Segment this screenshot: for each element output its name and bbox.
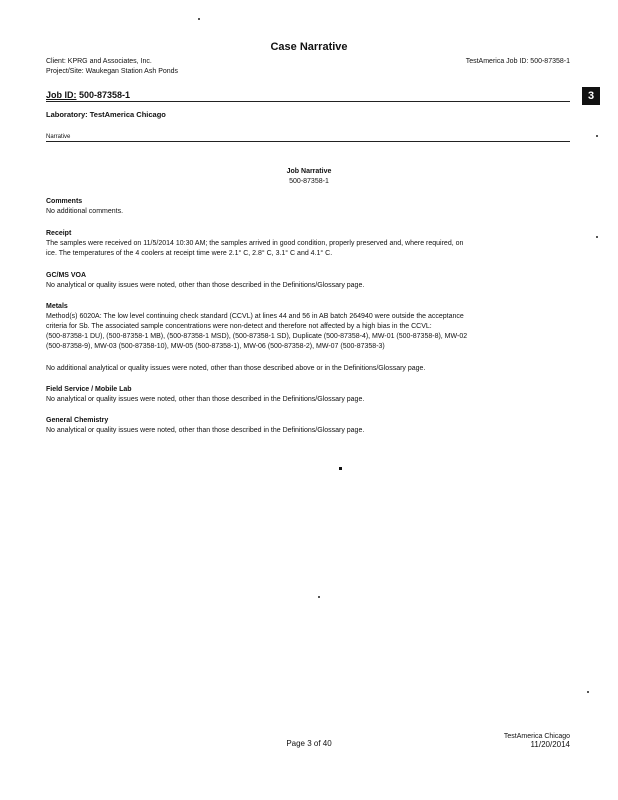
section-line: No analytical or quality issues were noted, other than those described in the Definitions/Glossary page. xyxy=(46,427,365,434)
section-line: Method(s) 6020A: The low level continuing check standard (CCVL) at lines 44 and 56 in AB batch 264940 were outside the acceptance xyxy=(46,313,464,320)
section-line: criteria for Sb. The associated sample concentrations were non-detect and therefore not affected by a high bias in the CCVL: xyxy=(46,323,432,330)
section-line: The samples were received on 11/5/2014 10:30 AM; the samples arrived in good condition, properly preserved and, where required, on xyxy=(46,240,464,247)
scan-speck xyxy=(596,236,598,238)
scan-speck xyxy=(596,135,598,137)
job-id-value: 500-87358-1 xyxy=(79,90,131,100)
narrative-rule xyxy=(46,141,570,142)
project-line: Project/Site: Waukegan Station Ash Ponds xyxy=(46,68,179,75)
section-line: No analytical or quality issues were noted, other than those described in the Definitions/Glossary page. xyxy=(46,396,365,403)
page-title: Case Narrative xyxy=(270,41,348,53)
section-line: No additional analytical or quality issues were noted, other than those described above or in the Definitions/Glossary page. xyxy=(46,365,426,372)
narrative-label: Narrative xyxy=(46,134,71,140)
section-line: No additional comments. xyxy=(46,208,124,215)
scan-speck xyxy=(198,18,200,20)
job-reference: TestAmerica Job ID: 500-87358-1 xyxy=(465,58,570,65)
section-heading-comments: Comments xyxy=(46,198,83,205)
section-heading-field-service: Field Service / Mobile Lab xyxy=(46,386,132,393)
scan-speck xyxy=(587,691,589,693)
section-heading-gcms-voa: GC/MS VOA xyxy=(46,272,87,279)
section-heading-general-chemistry: General Chemistry xyxy=(46,417,109,424)
page-number: Page 3 of 40 xyxy=(286,739,332,748)
section-line: ice. The temperatures of the 4 coolers at receipt time were 2.1° C, 2.8° C, 3.1° C and 4.1° C. xyxy=(46,250,333,257)
section-line: (500-87358-1 DU), (500-87358-1 MB), (500-87358-1 MSD), (500-87358-1 SD), Duplicate (500-87358-4), MW-01 (500-87358-8), MW-02 xyxy=(46,333,468,340)
job-id-rule xyxy=(46,101,570,102)
job-narrative-number: 500-87358-1 xyxy=(289,178,329,185)
laboratory-line: Laboratory: TestAmerica Chicago xyxy=(46,110,166,119)
scan-speck xyxy=(318,596,320,598)
section-heading-metals: Metals xyxy=(46,303,68,310)
job-id-heading xyxy=(46,90,130,100)
job-id-label: Job ID: xyxy=(46,90,77,100)
scan-speck xyxy=(339,467,342,470)
job-narrative-title: Job Narrative xyxy=(286,168,332,175)
client-line: Client: KPRG and Associates, Inc. xyxy=(46,58,152,65)
section-heading-receipt: Receipt xyxy=(46,230,72,237)
footer-lab-name: TestAmerica Chicago xyxy=(503,733,570,740)
section-line: No analytical or quality issues were noted, other than those described in the Definitions/Glossary page. xyxy=(46,282,365,289)
footer-lab-block xyxy=(470,733,570,749)
section-line: (500-87358-9), MW-03 (500-87358-10), MW-05 (500-87358-1), MW-06 (500-87358-2), MW-07 (500-87358-3) xyxy=(46,343,385,350)
footer-date: 11/20/2014 xyxy=(530,740,570,749)
section-number-tab: 3 xyxy=(582,87,600,105)
